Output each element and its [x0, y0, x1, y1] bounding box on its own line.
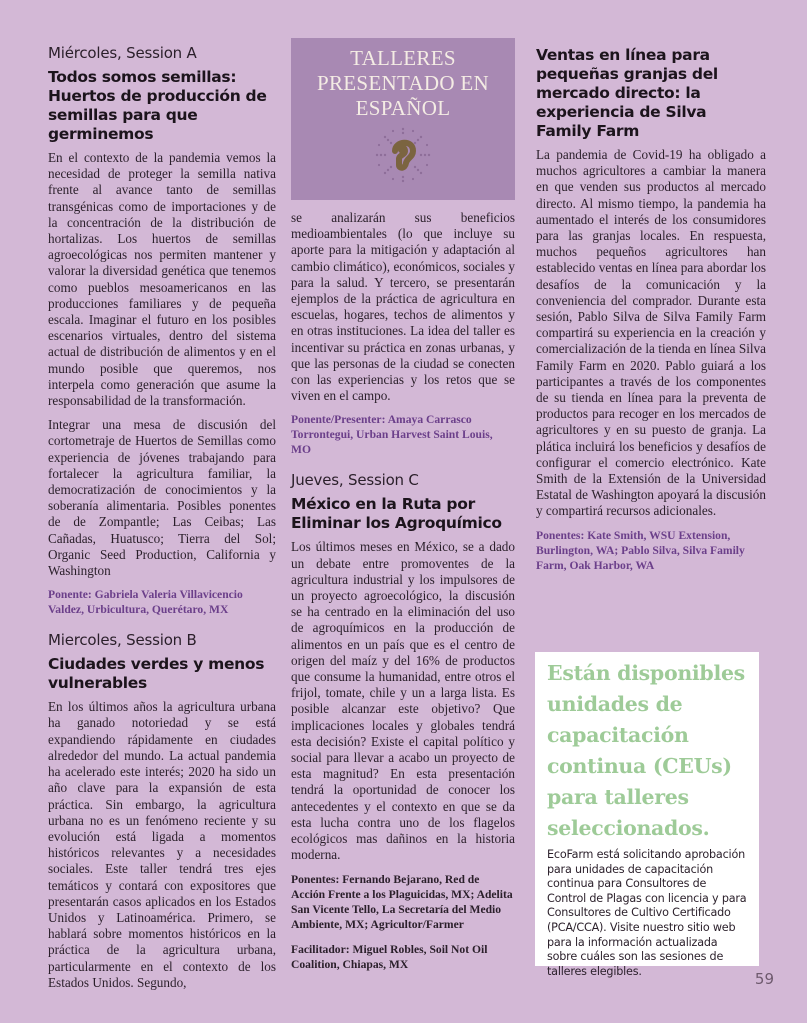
session-a-credit: Ponente: Gabriela Valeria Villavicencio Valdez, Urbicultura, Querétaro, MX	[48, 588, 243, 617]
ear-icon	[371, 125, 435, 185]
session-a-title: Todos somos semillas: Huertos de producción de semillas para que germinemos	[48, 68, 267, 143]
session-b-credit: Ponente/Presenter: Amaya Carrasco Torrontegui, Urban Harvest Saint Louis, MO	[291, 413, 493, 457]
session-a-paragraph-1: En el contexto de la pandemia vemos la necesidad de proteger la semilla nativa frente al avance tanto de semillas transgénicas como de importaciones y de la concentración de la distribución de hortalizas. Los huertos de semillas agroecológicas nos permiten mantener y valorar la diversidad genética que tenemos como pueblos mesoamericanos en las producciones familiares y de pequeña escala. Imaginar el futuro en los posibles escenarios virtuales, dentro del sistema actual de distribución de alimentos y en el mundo posible que queremos, nos interpela como generación que asume la responsabilidad de la transformación.	[48, 150, 276, 409]
session-b-paragraph-1b: se analizarán sus beneficios medioambientales (lo que incluye su aporte para la mitigación y adaptación al cambio climático), económicos, sociales y para la salud. Y tercero, se presentarán ejemplos de la práctica de agricultura en escuelas, hogares, techos de alimentos y en otras instituciones. La idea del taller es incentivar su práctica en zonas urbanas, y que las personas de la ciudad se conecten con las experiencias y los retos que se viven en el campo.	[291, 210, 515, 404]
session-b-article	[48, 631, 276, 991]
session-d-title: Ventas en línea para pequeñas granjas del mercado directo: la experiencia de Silva Family Farm	[536, 46, 718, 140]
session-d-credit: Ponentes: Kate Smith, WSU Extension, Burlington, WA; Pablo Silva, Silva Family Farm, Oak Harbor, WA	[536, 528, 745, 572]
banner-title-line: TALLERES	[350, 46, 456, 70]
session-c-facilitator: Facilitador: Miguel Robles, Soil Not Oil Coalition, Chiapas, MX	[291, 942, 488, 971]
session-d-paragraph-1: La pandemia de Covid-19 ha obligado a muchos agricultores a cambiar la manera en que venden sus productos al mercado directo. Al mismo tiempo, la pandemia ha aumentado el interés de los consumidores para las granjas locales. En respuesta, muchos pequeños agricultores han establecido ventas en línea para abordar los desafíos de la comunicación y la conveniencia del comprador. Durante esta sesión, Pablo Silva de Silva Family Farm compartirá su experiencia en la creación y comercialización de la tienda en línea Silva Family Farm en 2020. Pablo guiará a los participantes a través de los componentes de su tienda en línea para la preventa de productos para recoger en los mercados de agricultores y en su puesto de granja. La plática incluirá los beneficios y desafíos de configurar el comercio electrónico. Kate Smith de la Extensión de la Universidad Estatal de Washington apoyará la discusión y compartirá recursos adicionales.	[536, 147, 766, 519]
session-c-speakers: Ponentes: Fernando Bejarano, Red de Acción Frente a los Plaguicidas, MX; Adelita San Vicente Tello, La Secretaría del Medio Ambiente, MX; Agricultor/Farmer	[291, 872, 513, 931]
session-c-paragraph-1: Los últimos meses en México, se a dado un debate entre promoventes de la agricultura industrial y los impulsores de un proyecto agroecológico, la discusión se ha centrado en la eliminación del uso de agroquímicos en la producción de alimentos en un país que es el centro de origen del maíz y del 16% de productos que consume la humanidad, entre otros el frijol, tomate, chile y un a larga lista. Es posible alcanzar este objetivo? Que implicaciones locales y globales tendrá esta decisión? Existe el capital político y social para llevar a acabo un proyecto de esta magnitud? En esta presentación tendrá la oportunidad de conocer los antecedentes y el contexto en que se da esta lucha contra uno de los flagelos ecológicos mas dañinos en la historia moderna.	[291, 539, 515, 863]
session-b-label: Miercoles, Session B	[48, 631, 197, 650]
ceu-body: EcoFarm está solicitando aprobación para unidades de capacitación continua para Consultores de Control de Plagas con licencia y para Consultores de Cultivo Certificado (PCA/CCA). Visite nuestro sitio web para la información actualizada sobre cuáles son las sesiones de talleres elegibles.	[547, 848, 747, 978]
banner-title-line: PRESENTADO EN	[317, 71, 489, 95]
session-a-paragraph-2: Integrar una mesa de discusión del cortometraje de Huertos de Semillas como experiencia de jóvenes trabajando para fortalecer la agricultura familiar, la democratización de conocimientos y la soberanía alimentaria. Posibles ponentes de de Zompantle; Las Ceibas; Las Cañadas, Huatusco; Tierra del Sol; Organic Seed Production, California y Washington	[48, 417, 276, 579]
session-c-label: Jueves, Session C	[291, 471, 419, 490]
banner-title	[317, 46, 489, 121]
session-a-article	[48, 44, 276, 617]
spanish-workshops-banner	[291, 38, 515, 200]
session-b-paragraph-1a: En los últimos años la agricultura urbana ha ganado notoriedad y se está expandiendo rápidamente en ciudades alrededor del mundo. La actual pandemia ha acelerado este interés; 2020 ha sido un año clave para la expansión de esta práctica. Sin embargo, la agricultura urbana no es un fenómeno reciente y su evolución está ligada a momentos históricos relevantes y a necesidades sociales. Este taller tendrá tres ejes temáticos y contará con expositores que presentarán casos aplicados en los Estados Unidos y Latinoamérica. Primero, se hablará sobre momentos históricos en la práctica de la agricultura urbana, particularmente en el contexto de los Estados Unidos. Segundo,	[48, 699, 276, 990]
session-a-label: Miércoles, Session A	[48, 44, 197, 62]
session-d-article	[536, 46, 766, 573]
banner-title-line: ESPAÑOL	[355, 96, 451, 120]
session-c-article	[291, 471, 515, 971]
session-c-title: México en la Ruta por Eliminar los Agroquímico	[291, 495, 502, 533]
ceu-title: Están disponibles unidades de capacitación continua (CEUs) para talleres seleccionados.	[547, 661, 745, 840]
page-number: 59	[754, 970, 774, 988]
left-column	[48, 44, 276, 999]
right-column	[536, 46, 766, 583]
ceu-callout-box	[535, 652, 759, 978]
middle-column	[291, 38, 515, 982]
session-b-title: Ciudades verdes y menos vulnerables	[48, 655, 265, 693]
